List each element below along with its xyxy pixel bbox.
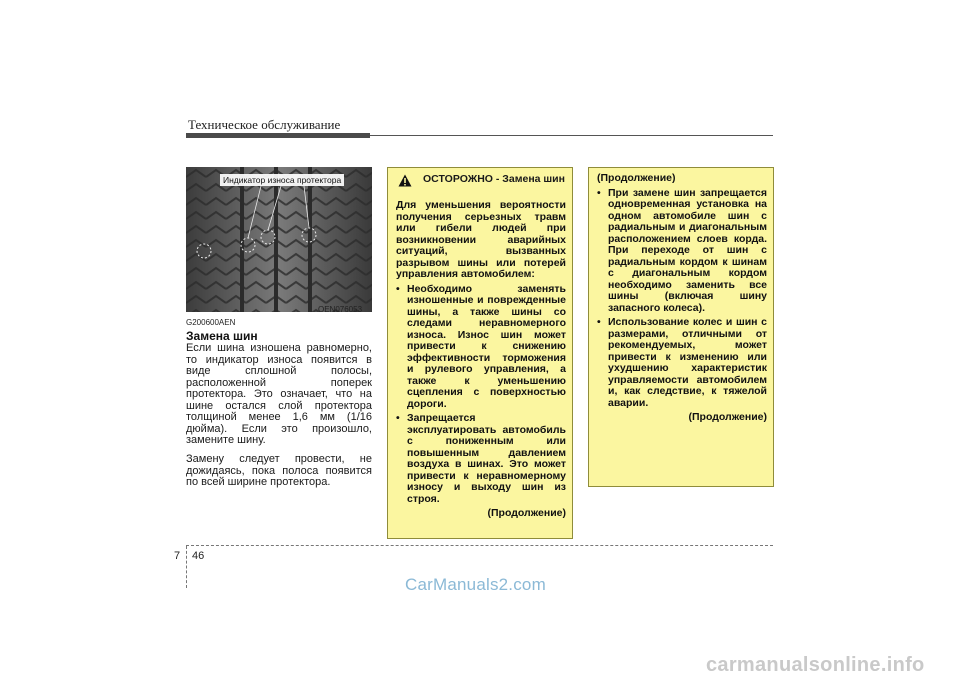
- header-rule: [370, 135, 773, 136]
- warning-heading-row: [396, 174, 566, 186]
- chapter-number: 7: [174, 550, 181, 562]
- warning-box: [387, 167, 573, 539]
- section-title: Замена шин: [186, 329, 258, 343]
- tire-photo-graphic: [186, 167, 372, 312]
- list-item: • Необходимо заменять изношенные и поврежденные шины, а также шины со следами неравномерного износа. Износ шин может привести к снижению эффективности торможения и рулевого управления, а также к уменьшению сцепления с поверхностью дороги.: [396, 284, 566, 411]
- warning-heading: ОСТОРОЖНО - Замена шин: [423, 173, 565, 185]
- warning-list: [396, 284, 566, 506]
- warning-list: [597, 188, 767, 410]
- continued-label: (Продолжение): [688, 411, 767, 423]
- body-paragraph: Если шина изношена равномерно, то индикатор износа появится в виде сплошной полосы, расположенной поперек протектора. Это означает, что на шине остался слой протектора толщиной менее 1,6 мм (1/16 дюйма). Если это произошло, замените шину.: [186, 342, 372, 446]
- warning-triangle-icon: [398, 174, 412, 187]
- list-item: • Запрещается эксплуатировать автомобиль с пониженным или повышенным давлением воздуха в шинах. Это может привести к неравномерному износу и выходу шин из строя.: [396, 413, 566, 505]
- page-number: 46: [192, 550, 205, 562]
- tread-wear-indicator-label: Индикатор износа протектора: [220, 174, 344, 186]
- list-item: • Использование колес и шин с размерами, отличными от рекомендуемых, может привести к изменению или ухудшению характеристик управляемости автомобилем и, как следствие, к тяжелой аварии.: [597, 317, 767, 409]
- continued-label: (Продолжение): [487, 507, 566, 519]
- footer-rule: [186, 545, 773, 546]
- tire-tread-photo: [186, 167, 372, 312]
- header-bar: [186, 133, 370, 138]
- footer-divider: [186, 546, 187, 588]
- watermark-link[interactable]: CarManuals2.com: [405, 575, 546, 594]
- header-title: Техническое обслуживание: [188, 117, 341, 132]
- warning-box-continued: [588, 167, 774, 487]
- body-paragraph: Замену следует провести, не дожидаясь, пока полоса появится по всей ширине протектора.: [186, 453, 372, 488]
- continued-heading: (Продолжение): [597, 172, 676, 184]
- warning-body: [597, 173, 767, 424]
- warning-body: [396, 200, 566, 520]
- warning-intro: Для уменьшения вероятности получения серьезных травм или гибели людей при возникновении аварийных ситуаций, вызванных разрывом шины или потерей управления автомобилем:: [396, 199, 566, 280]
- figure-code: OEN076053: [318, 305, 363, 314]
- watermark-text: carmanualsonline.info: [706, 654, 925, 676]
- section-code: G200600AEN: [186, 318, 236, 327]
- list-item: • При замене шин запрещается одновременная установка на одном автомобиле шин с радиальным и диагональным расположением слоев корда. При переходе от шин с радиальным кордом к шинам с диагональным кордом необходимо заменить все шины (включая шину запасного колеса).: [597, 188, 767, 315]
